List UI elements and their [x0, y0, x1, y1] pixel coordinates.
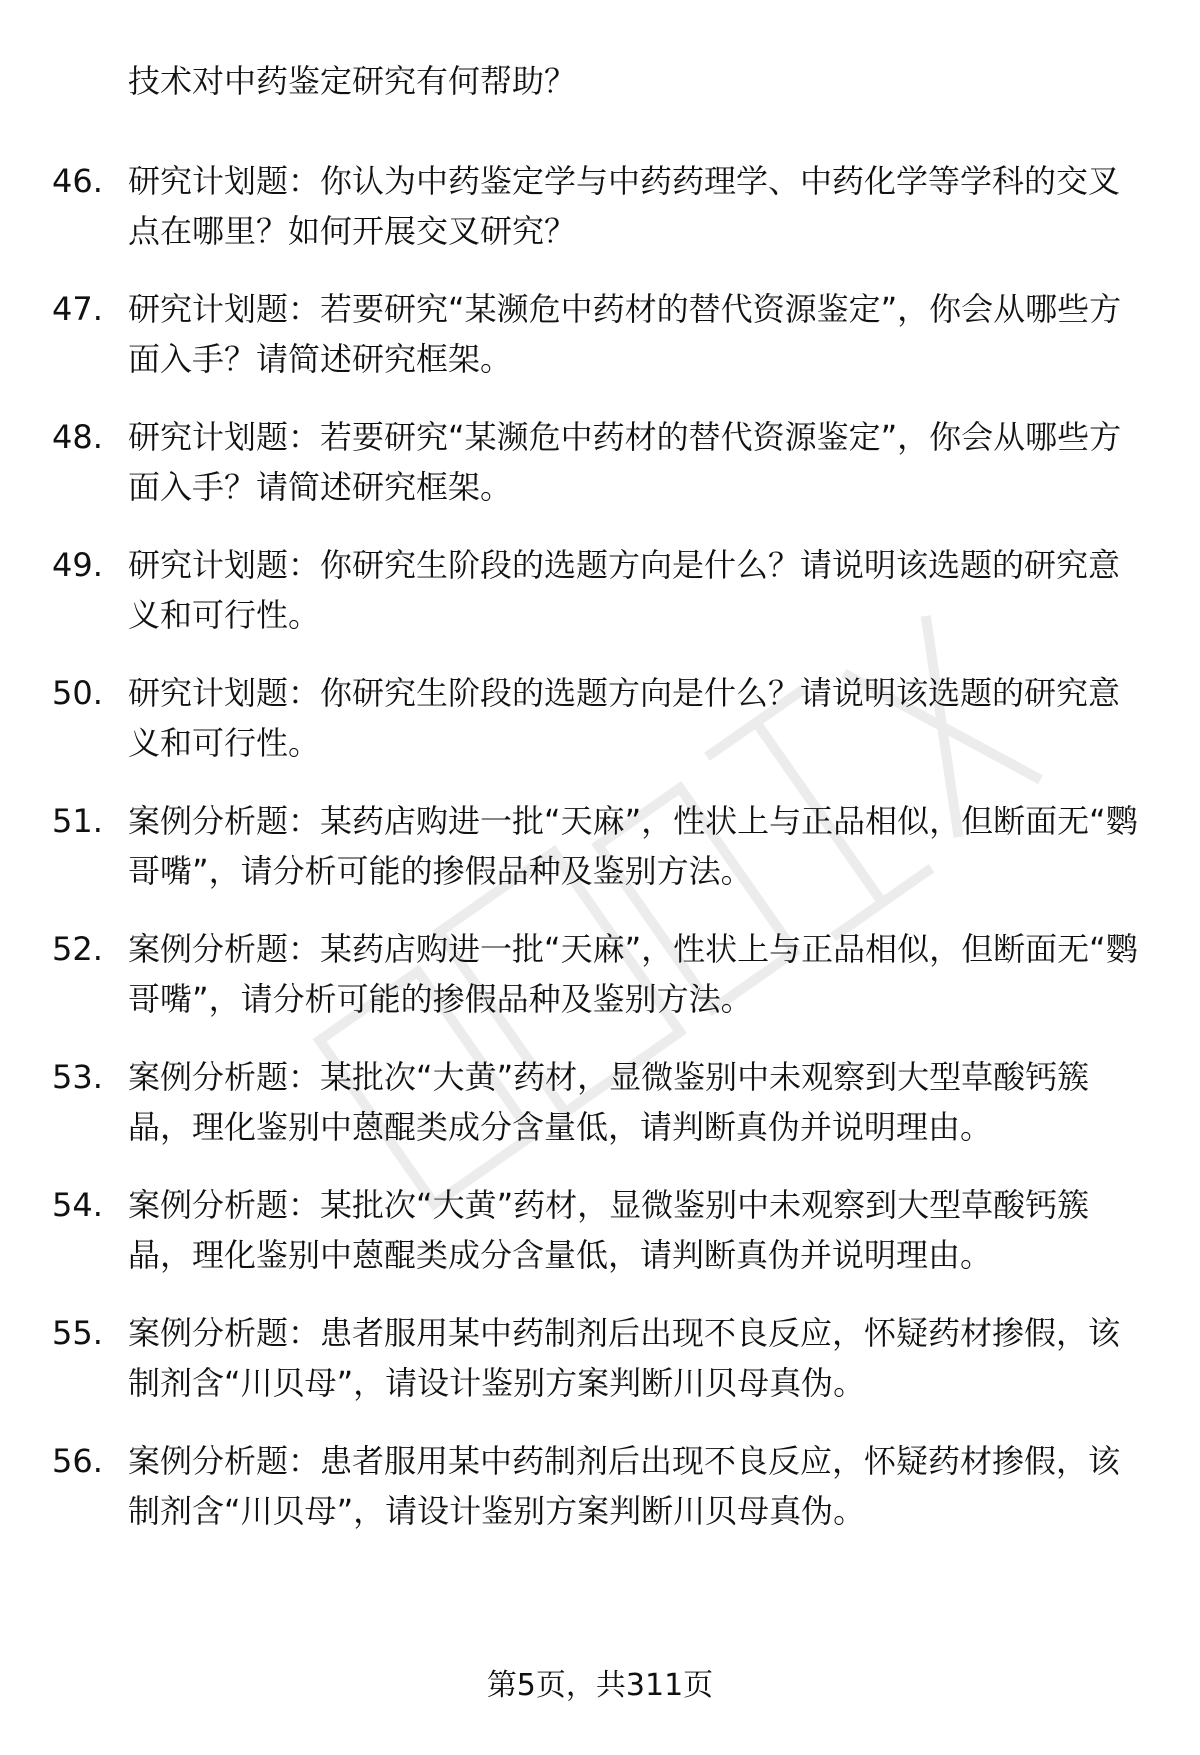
list-item — [0, 284, 1200, 384]
question-text: 案例分析题：某批次“大黄”药材，显微鉴别中未观察到大型草酸钙簇晶，理化鉴别中蒽醌类成分含量低，请判断真伪并说明理由。 — [128, 1058, 1090, 1146]
question-text: 研究计划题：若要研究“某濒危中药材的替代资源鉴定”，你会从哪些方面入手？请简述研究框架。 — [128, 418, 1122, 506]
list-item — [0, 1436, 1200, 1536]
list-item — [0, 1180, 1200, 1280]
question-number: 55. — [52, 1314, 103, 1352]
question-number: 50. — [52, 674, 103, 712]
question-text: 研究计划题：你认为中药鉴定学与中药药理学、中药化学等学科的交叉点在哪里？如何开展交叉研究？ — [128, 162, 1121, 250]
question-number: 48. — [52, 418, 103, 456]
question-text: 案例分析题：患者服用某中药制剂后出现不良反应，怀疑药材掺假，该制剂含“川贝母”，请设计鉴别方案判断川贝母真伪。 — [128, 1314, 1121, 1402]
list-item — [0, 1052, 1200, 1152]
question-number: 47. — [52, 290, 103, 328]
question-number: 49. — [52, 546, 103, 584]
list-item — [0, 668, 1200, 768]
question-text: 研究计划题：你研究生阶段的选题方向是什么？请说明该选题的研究意义和可行性。 — [128, 674, 1121, 762]
question-number: 56. — [52, 1442, 103, 1480]
question-text: 案例分析题：某药店购进一批“天麻”，性状上与正品相似，但断面无“鹦哥嘴”，请分析可能的掺假品种及鉴别方法。 — [128, 930, 1138, 1018]
list-item — [0, 924, 1200, 1024]
question-text: 案例分析题：某批次“大黄”药材，显微鉴别中未观察到大型草酸钙簇晶，理化鉴别中蒽醌类成分含量低，请判断真伪并说明理由。 — [128, 1186, 1090, 1274]
question-number: 46. — [52, 162, 103, 200]
question-number: 54. — [52, 1186, 103, 1224]
list-item — [0, 1308, 1200, 1408]
question-number: 51. — [52, 802, 103, 840]
list-item — [0, 540, 1200, 640]
question-text: 案例分析题：某药店购进一批“天麻”，性状上与正品相似，但断面无“鹦哥嘴”，请分析可能的掺假品种及鉴别方法。 — [128, 802, 1138, 890]
question-list — [0, 156, 1200, 1564]
question-text: 研究计划题：你研究生阶段的选题方向是什么？请说明该选题的研究意义和可行性。 — [128, 546, 1121, 634]
question-text: 案例分析题：患者服用某中药制剂后出现不良反应，怀疑药材掺假，该制剂含“川贝母”，请设计鉴别方案判断川贝母真伪。 — [128, 1442, 1121, 1530]
question-text: 研究计划题：若要研究“某濒危中药材的替代资源鉴定”，你会从哪些方面入手？请简述研究框架。 — [128, 290, 1122, 378]
question-number: 52. — [52, 930, 103, 968]
list-item — [0, 156, 1200, 256]
list-item — [0, 412, 1200, 512]
question-number: 53. — [52, 1058, 103, 1096]
page-footer: 第5页，共311页 — [486, 1668, 714, 1703]
list-item — [0, 796, 1200, 896]
continuation-text: 技术对中药鉴定研究有何帮助？ — [128, 62, 577, 100]
